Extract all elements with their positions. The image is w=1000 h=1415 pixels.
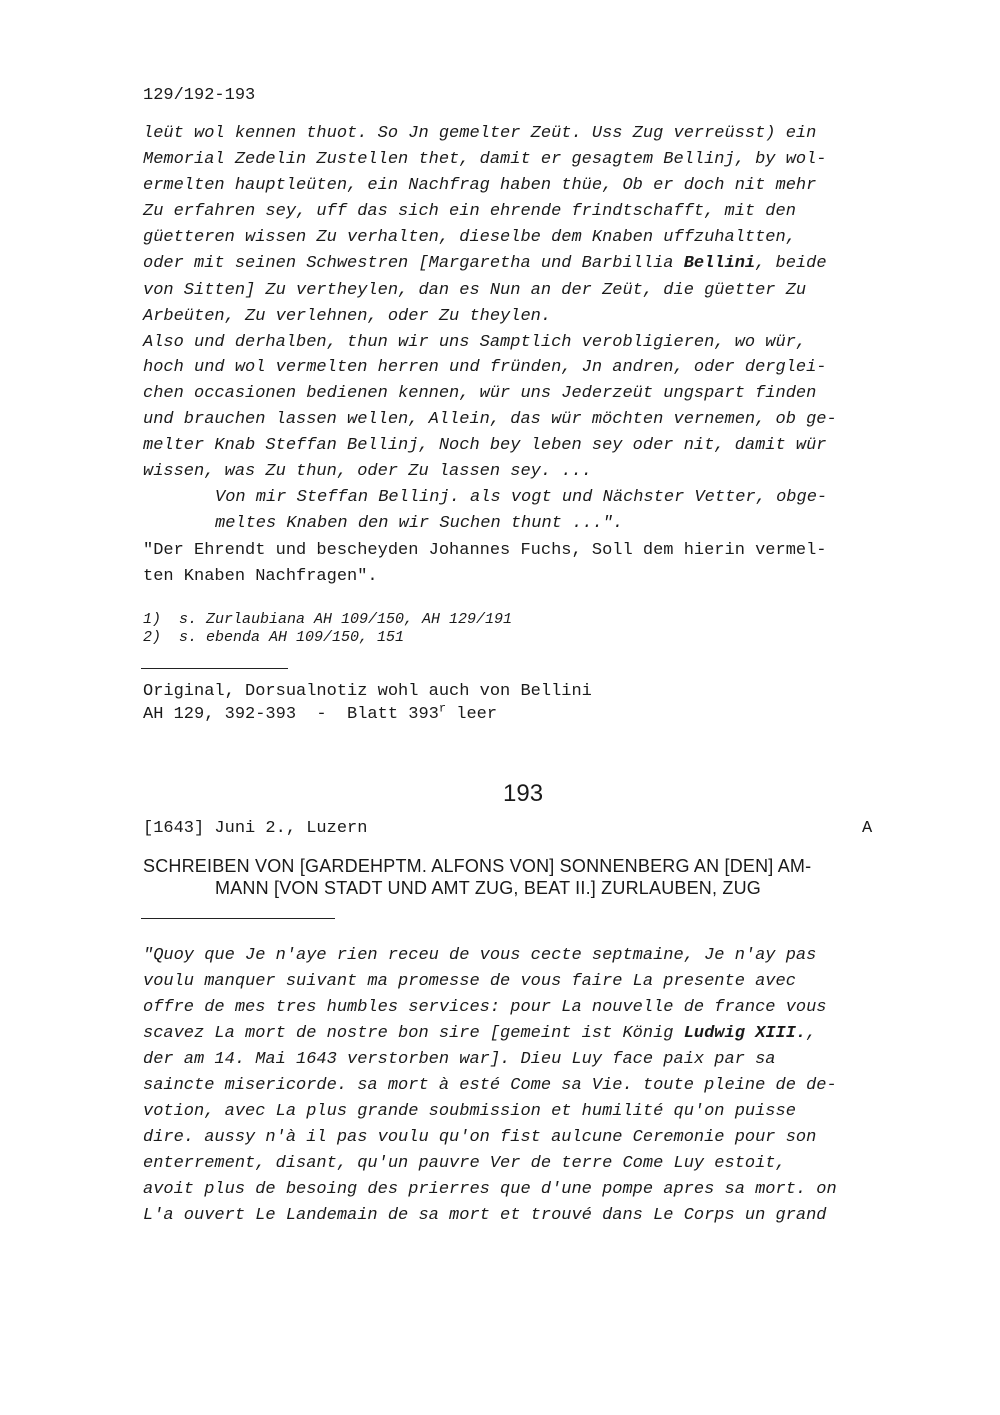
text-segment: scavez La mort de nostre bon sire [gemeint ist König [143,1024,684,1043]
superscript: r [438,701,447,716]
text-line: von Sitten] Zu vertheylen, dan es Nun an der Zeüt, die güetter Zu [143,281,807,300]
text-line: enterrement, disant, qu'un pauvre Ver de terre Come Luy estoit, [143,1154,786,1173]
text-line: und brauchen lassen wellen, Allein, das wür möchten vernemen, ob ge- [143,410,837,429]
text-line: ermelten hauptleüten, ein Nachfrag haben thüe, Ob er doch nit mehr [143,176,817,195]
text-line: chen occasionen bedienen kennen, wür uns Jederzeüt ungspart finden [143,384,817,403]
text-line: voulu manquer suivant ma promesse de vous faire La presente avec [143,972,796,991]
text-line: hoch und wol vermelten herren und fründen, Jn andren, oder derglei- [143,358,827,377]
text-line: avoit plus de besoing des prierres que d'une pompe apres sa mort. on [143,1180,837,1199]
dorsal-note-line: "Der Ehrendt und bescheyden Johannes Fuchs, Soll dem hierin vermel- [143,541,827,560]
text-line: Memorial Zedelin Zustellen thet, damit er gesagtem Bellinj, by wol- [143,150,827,169]
document-heading-line: SCHREIBEN VON [GARDEHPTM. ALFONS VON] SONNENBERG AN [DEN] AM- [143,856,812,876]
text-line: L'a ouvert Le Landemain de sa mort et trouvé dans Le Corps un grand [143,1206,827,1225]
separator-rule [141,918,335,919]
text-line: Arbeüten, Zu verlehnen, oder Zu theylen. [143,307,552,326]
document-number: 193 [503,780,544,807]
dorsal-note-line: ten Knaben Nachfragen". [143,567,378,586]
separator-rule [141,668,288,669]
text-line: der am 14. Mai 1643 verstorben war]. Dieu Luy face paix par sa [143,1050,776,1069]
bold-name: Ludwig XIII. [683,1024,807,1043]
text-line: wissen, was Zu thun, oder Zu lassen sey. ... [143,462,592,481]
signature-line: Von mir Steffan Bellinj. als vogt und Nächster Vetter, obge- [215,488,828,507]
page-reference: 129/192-193 [143,86,256,105]
text-segment: , beide [755,254,827,273]
text-line: dire. aussy n'à il pas voulu qu'on fist aulcune Ceremonie pour son [143,1128,817,1147]
bold-name: Bellini [683,254,756,273]
text-line: güetteren wissen Zu verhalten, dieselbe dem Knaben uffzuhaltten, [143,228,796,247]
document-heading-line: MANN [VON STADT UND AMT ZUG, BEAT II.] ZURLAUBEN, ZUG [215,878,761,898]
text-line: saincte misericorde. sa mort à esté Come sa Vie. toute pleine de de- [143,1076,837,1095]
text-line: offre de mes tres humbles services: pour La nouvelle de france vous [143,998,827,1017]
footnote: 1) s. Zurlaubiana AH 109/150, AH 129/191 [143,611,513,628]
text-segment: oder mit seinen Schwestren [Margaretha und Barbillia [143,254,684,273]
original-marker: A [862,819,873,838]
signature-line: meltes Knaben den wir Suchen thunt ...". [215,514,624,533]
text-segment: leer [446,705,498,724]
date-place: [1643] Juni 2., Luzern [143,819,368,838]
source-line: Original, Dorsualnotiz wohl auch von Bellini [143,682,592,701]
text-line: leüt wol kennen thuot. So Jn gemelter Zeüt. Uss Zug verreüsst) ein [143,124,817,143]
source-line [143,701,498,725]
text-line: votion, avec La plus grande soubmission et humilité qu'on puisse [143,1102,796,1121]
text-line [143,1024,816,1044]
text-line [143,254,827,274]
footnote: 2) s. ebenda AH 109/150, 151 [143,629,405,646]
text-line: melter Knab Steffan Bellinj, Noch bey leben sey oder nit, damit wür [143,436,827,455]
text-line: Zu erfahren sey, uff das sich ein ehrende frindtschafft, mit den [143,202,796,221]
text-line: Also und derhalben, thun wir uns Samptlich verobligieren, wo wür, [143,333,807,352]
text-line: "Quoy que Je n'aye rien receu de vous cecte septmaine, Je n'ay pas [143,946,817,965]
text-segment: AH 129, 392-393 - Blatt 393 [143,705,439,724]
text-segment: , [806,1024,817,1043]
